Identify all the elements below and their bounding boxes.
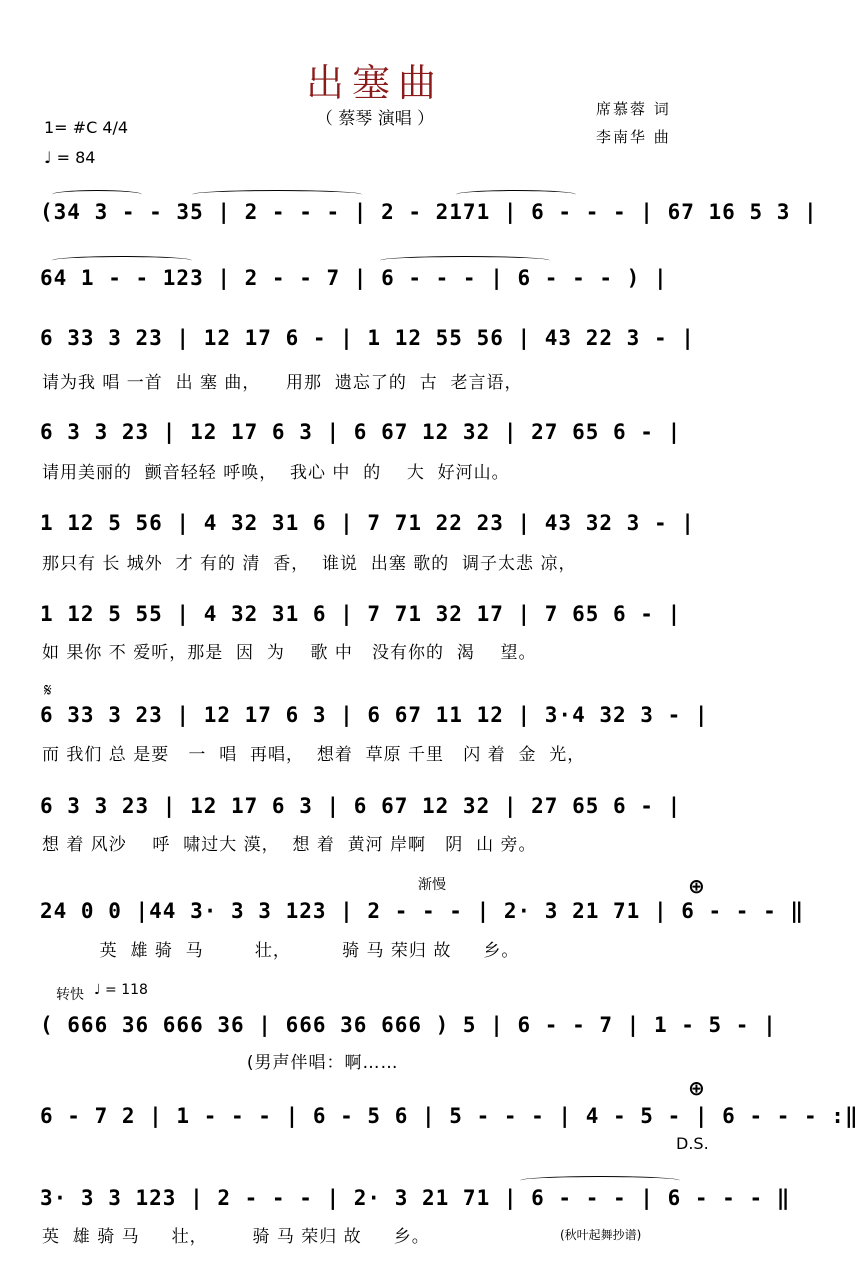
transcriber-note: (秋叶起舞抄谱): [560, 1228, 642, 1242]
composer-credit: 李南华 曲: [596, 128, 671, 146]
slur: [52, 190, 142, 199]
notation-line-2: 64 1 - - 123 | 2 - - 7 | 6 - - - | 6 - - - ) |: [40, 266, 668, 290]
notation-line-6: 1 12 5 55 | 4 32 31 6 | 7 71 32 17 | 7 65 6 - |: [40, 602, 682, 626]
ritardando-mark: 渐慢: [418, 877, 446, 893]
slur: [192, 190, 362, 199]
song-title: 出塞曲: [305, 61, 444, 105]
lyricist-credit: 席慕蓉 词: [596, 100, 671, 118]
dal-segno-mark: D.S.: [676, 1134, 709, 1153]
segno-sign: 𝄋: [44, 680, 52, 701]
notation-line-12: 3· 3 3 123 | 2 - - - | 2· 3 21 71 | 6 - - - | 6 - - - ‖: [40, 1186, 791, 1210]
lyrics-line-12: 英 雄 骑 马 壮， 骑 马 荣归 故 乡。: [42, 1227, 430, 1247]
lyrics-line-6: 如 果你 不 爱听，那是 因 为 歌 中 没有你的 渴 望。: [42, 643, 537, 663]
slur: [52, 256, 192, 265]
lyrics-line-5: 那只有 长 城外 才 有的 清 香， 谁说 出塞 歌的 调子太悲 凉，: [42, 554, 577, 574]
notation-line-8: 6 3 3 23 | 12 17 6 3 | 6 67 12 32 | 27 65 6 - |: [40, 794, 682, 818]
notation-line-3: 6 33 3 23 | 12 17 6 - | 1 12 55 56 | 43 22 3 - |: [40, 326, 695, 350]
lyrics-line-9: 英 雄 骑 马 壮， 骑 马 荣归 故 乡。: [42, 941, 520, 961]
lyrics-line-4: 请用美丽的 颤音轻轻 呼唤， 我心 中 的 大 好河山。: [42, 463, 510, 483]
lyrics-line-10: (男声伴唱：啊……: [42, 1053, 399, 1073]
singer-subtitle: （ 蔡琴 演唱 ）: [315, 109, 435, 129]
lyrics-line-8: 想 着 风沙 呼 啸过大 漠， 想 着 黄河 岸啊 阴 山 旁。: [42, 835, 537, 855]
notation-line-7: 6 33 3 23 | 12 17 6 3 | 6 67 11 12 | 3·4 32 3 - |: [40, 703, 709, 727]
tempo-change-value: ♩ = 118: [94, 982, 148, 998]
tempo-change-label: 转快: [56, 987, 84, 1003]
lyrics-line-7: 而 我们 总 是要 一 唱 再唱， 想着 草原 千里 闪 着 金 光，: [42, 745, 586, 765]
slur: [456, 190, 576, 199]
coda-sign-2: ⊕: [688, 1076, 705, 1100]
coda-sign: ⊕: [688, 874, 705, 898]
slur: [380, 256, 550, 265]
key-signature: 1= #C 4/4: [44, 118, 129, 137]
lyrics-line-3: 请为我 唱 一首 出 塞 曲， 用那 遗忘了的 古 老言语，: [42, 373, 523, 393]
notation-line-9: 24 0 0 |44 3· 3 3 123 | 2 - - - | 2· 3 21 71 | 6 - - - ‖: [40, 899, 805, 923]
slur: [520, 1176, 680, 1185]
notation-line-5: 1 12 5 56 | 4 32 31 6 | 7 71 22 23 | 43 32 3 - |: [40, 511, 695, 535]
notation-line-4: 6 3 3 23 | 12 17 6 3 | 6 67 12 32 | 27 65 6 - |: [40, 420, 682, 444]
notation-line-1: (34 3 - - 35 | 2 - - - | 2 - 2171 | 6 - - - | 67 16 5 3 |: [40, 200, 818, 224]
tempo-marking: ♩ = 84: [44, 148, 96, 167]
notation-line-10: ( 666 36 666 36 | 666 36 666 ) 5 | 6 - - 7 | 1 - 5 - |: [40, 1013, 777, 1037]
notation-line-11: 6 - 7 2 | 1 - - - | 6 - 5 6 | 5 - - - | 4 - 5 - | 6 - - - :‖: [40, 1104, 859, 1128]
